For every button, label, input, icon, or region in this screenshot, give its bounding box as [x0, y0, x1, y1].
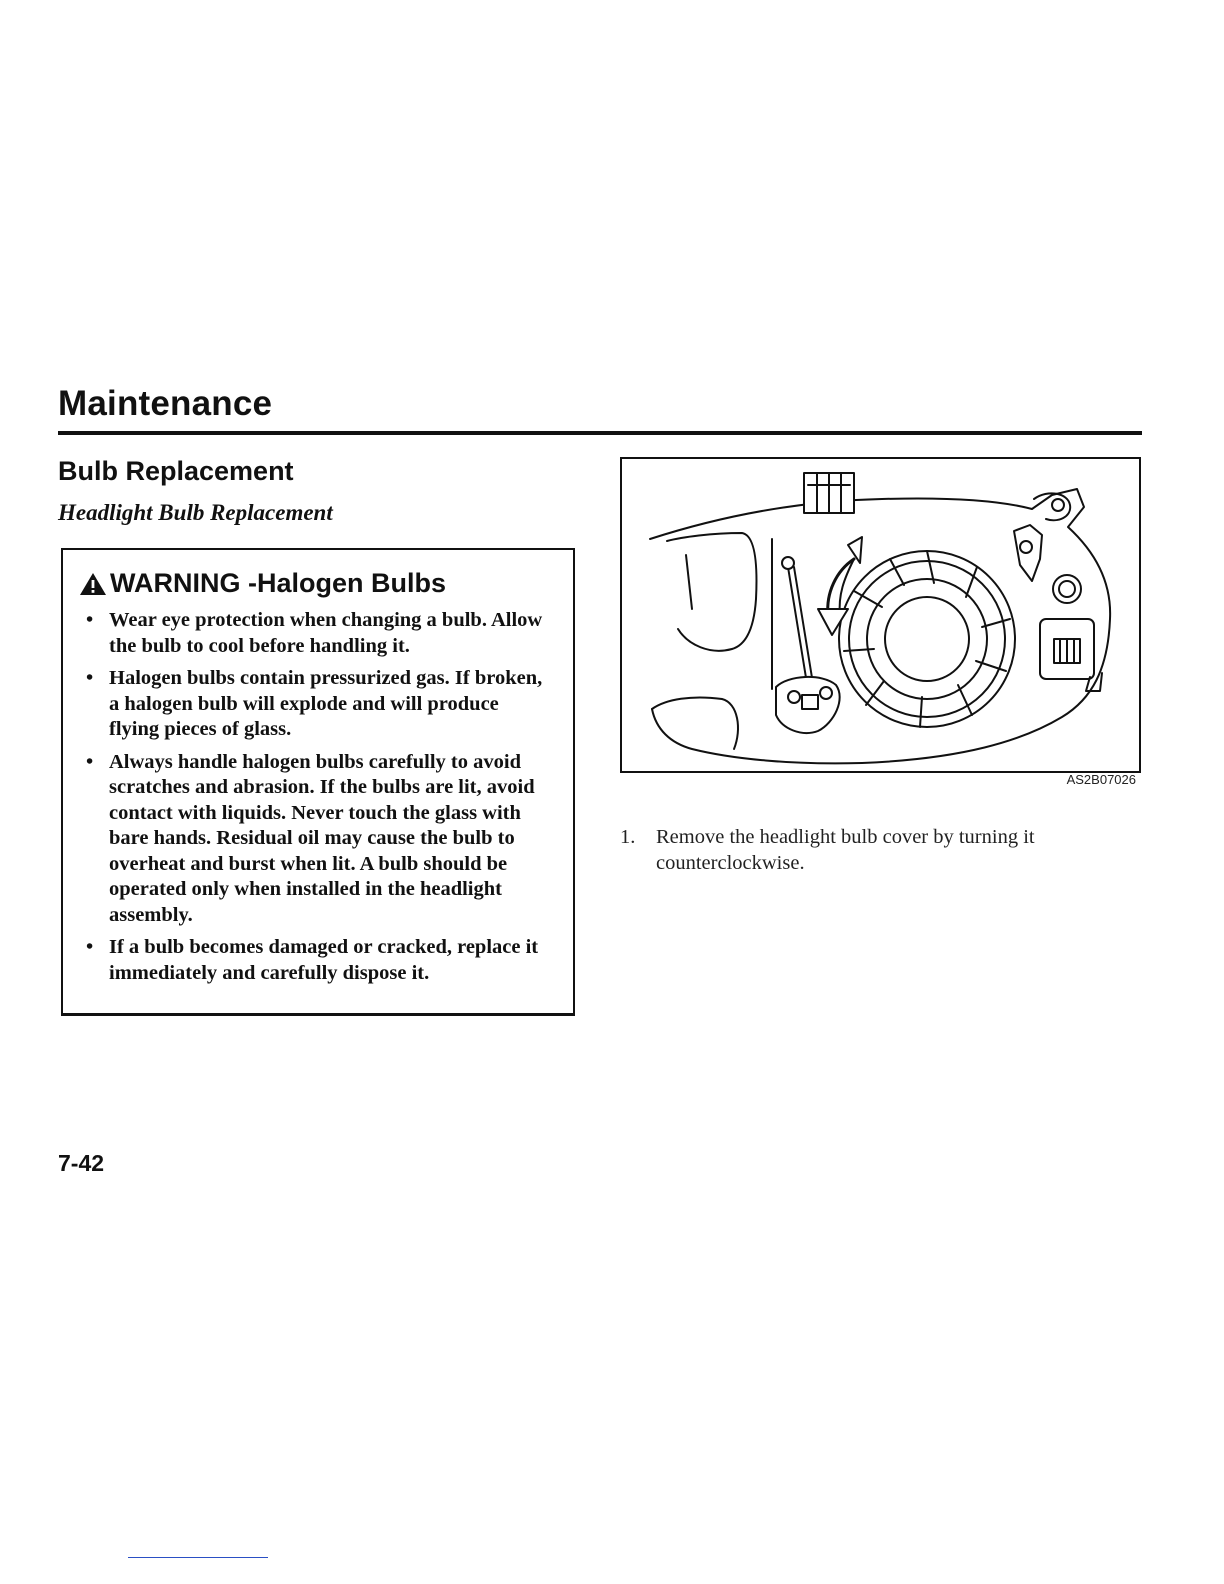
footer-rule [128, 1557, 268, 1558]
warning-title: WARNING -Halogen Bulbs [110, 568, 446, 598]
subsubsection-title: Headlight Bulb Replacement [58, 500, 333, 525]
figure-code: AS2B07026 [1066, 772, 1136, 787]
warning-item-text: Wear eye protection when changing a bulb. Allow the bulb to cool before handling it. [109, 609, 543, 657]
warning-item-text: Halogen bulbs contain pressurized gas. If broken, a halogen bulb will explode and will produce flying pieces of glass. [109, 667, 543, 740]
step-text: Remove the headlight bulb cover by turning it counterclockwise. [656, 826, 1035, 874]
subsection-title: Bulb Replacement [58, 456, 294, 486]
warning-item: • Wear eye protection when changing a bulb. Allow the bulb to cool before handling it. [86, 609, 543, 657]
step-item [620, 824, 1100, 876]
warning-item: • If a bulb becomes damaged or cracked, replace it immediately and carefully dispose it. [86, 936, 539, 984]
warning-item: • Halogen bulbs contain pressurized gas. If broken, a halogen bulb will explode and will produce flying pieces of glass. [86, 667, 543, 740]
warning-item-text: If a bulb becomes damaged or cracked, replace it immediately and carefully dispose it. [109, 936, 539, 984]
step-number: 1. [620, 826, 636, 848]
warning-item: • Always handle halogen bulbs carefully to avoid scratches and abrasion. If the bulbs are lit, avoid contact with liquids. Never touch the glass with bare hands. Residual oil may cause the bulb to overheat and burst when lit. A bulb should be operated only when installed in the headlight assembly. [86, 750, 535, 926]
warning-box [61, 548, 575, 1016]
warning-item-text: Always handle halogen bulbs carefully to avoid scratches and abrasion. If the bulbs are lit, avoid contact with liquids. Never touch the glass with bare hands. Residual oil may cause the bulb to overheat and burst when lit. A bulb should be operated only when installed in the headlight assembly. [109, 750, 535, 926]
headlight-assembly-illustration [620, 457, 1141, 773]
section-title: Maintenance [58, 384, 273, 423]
section-divider [58, 431, 1142, 435]
warning-list [83, 608, 553, 993]
warning-triangle-icon [79, 572, 107, 596]
warning-heading [79, 568, 446, 599]
page-number: 7-42 [58, 1150, 105, 1176]
